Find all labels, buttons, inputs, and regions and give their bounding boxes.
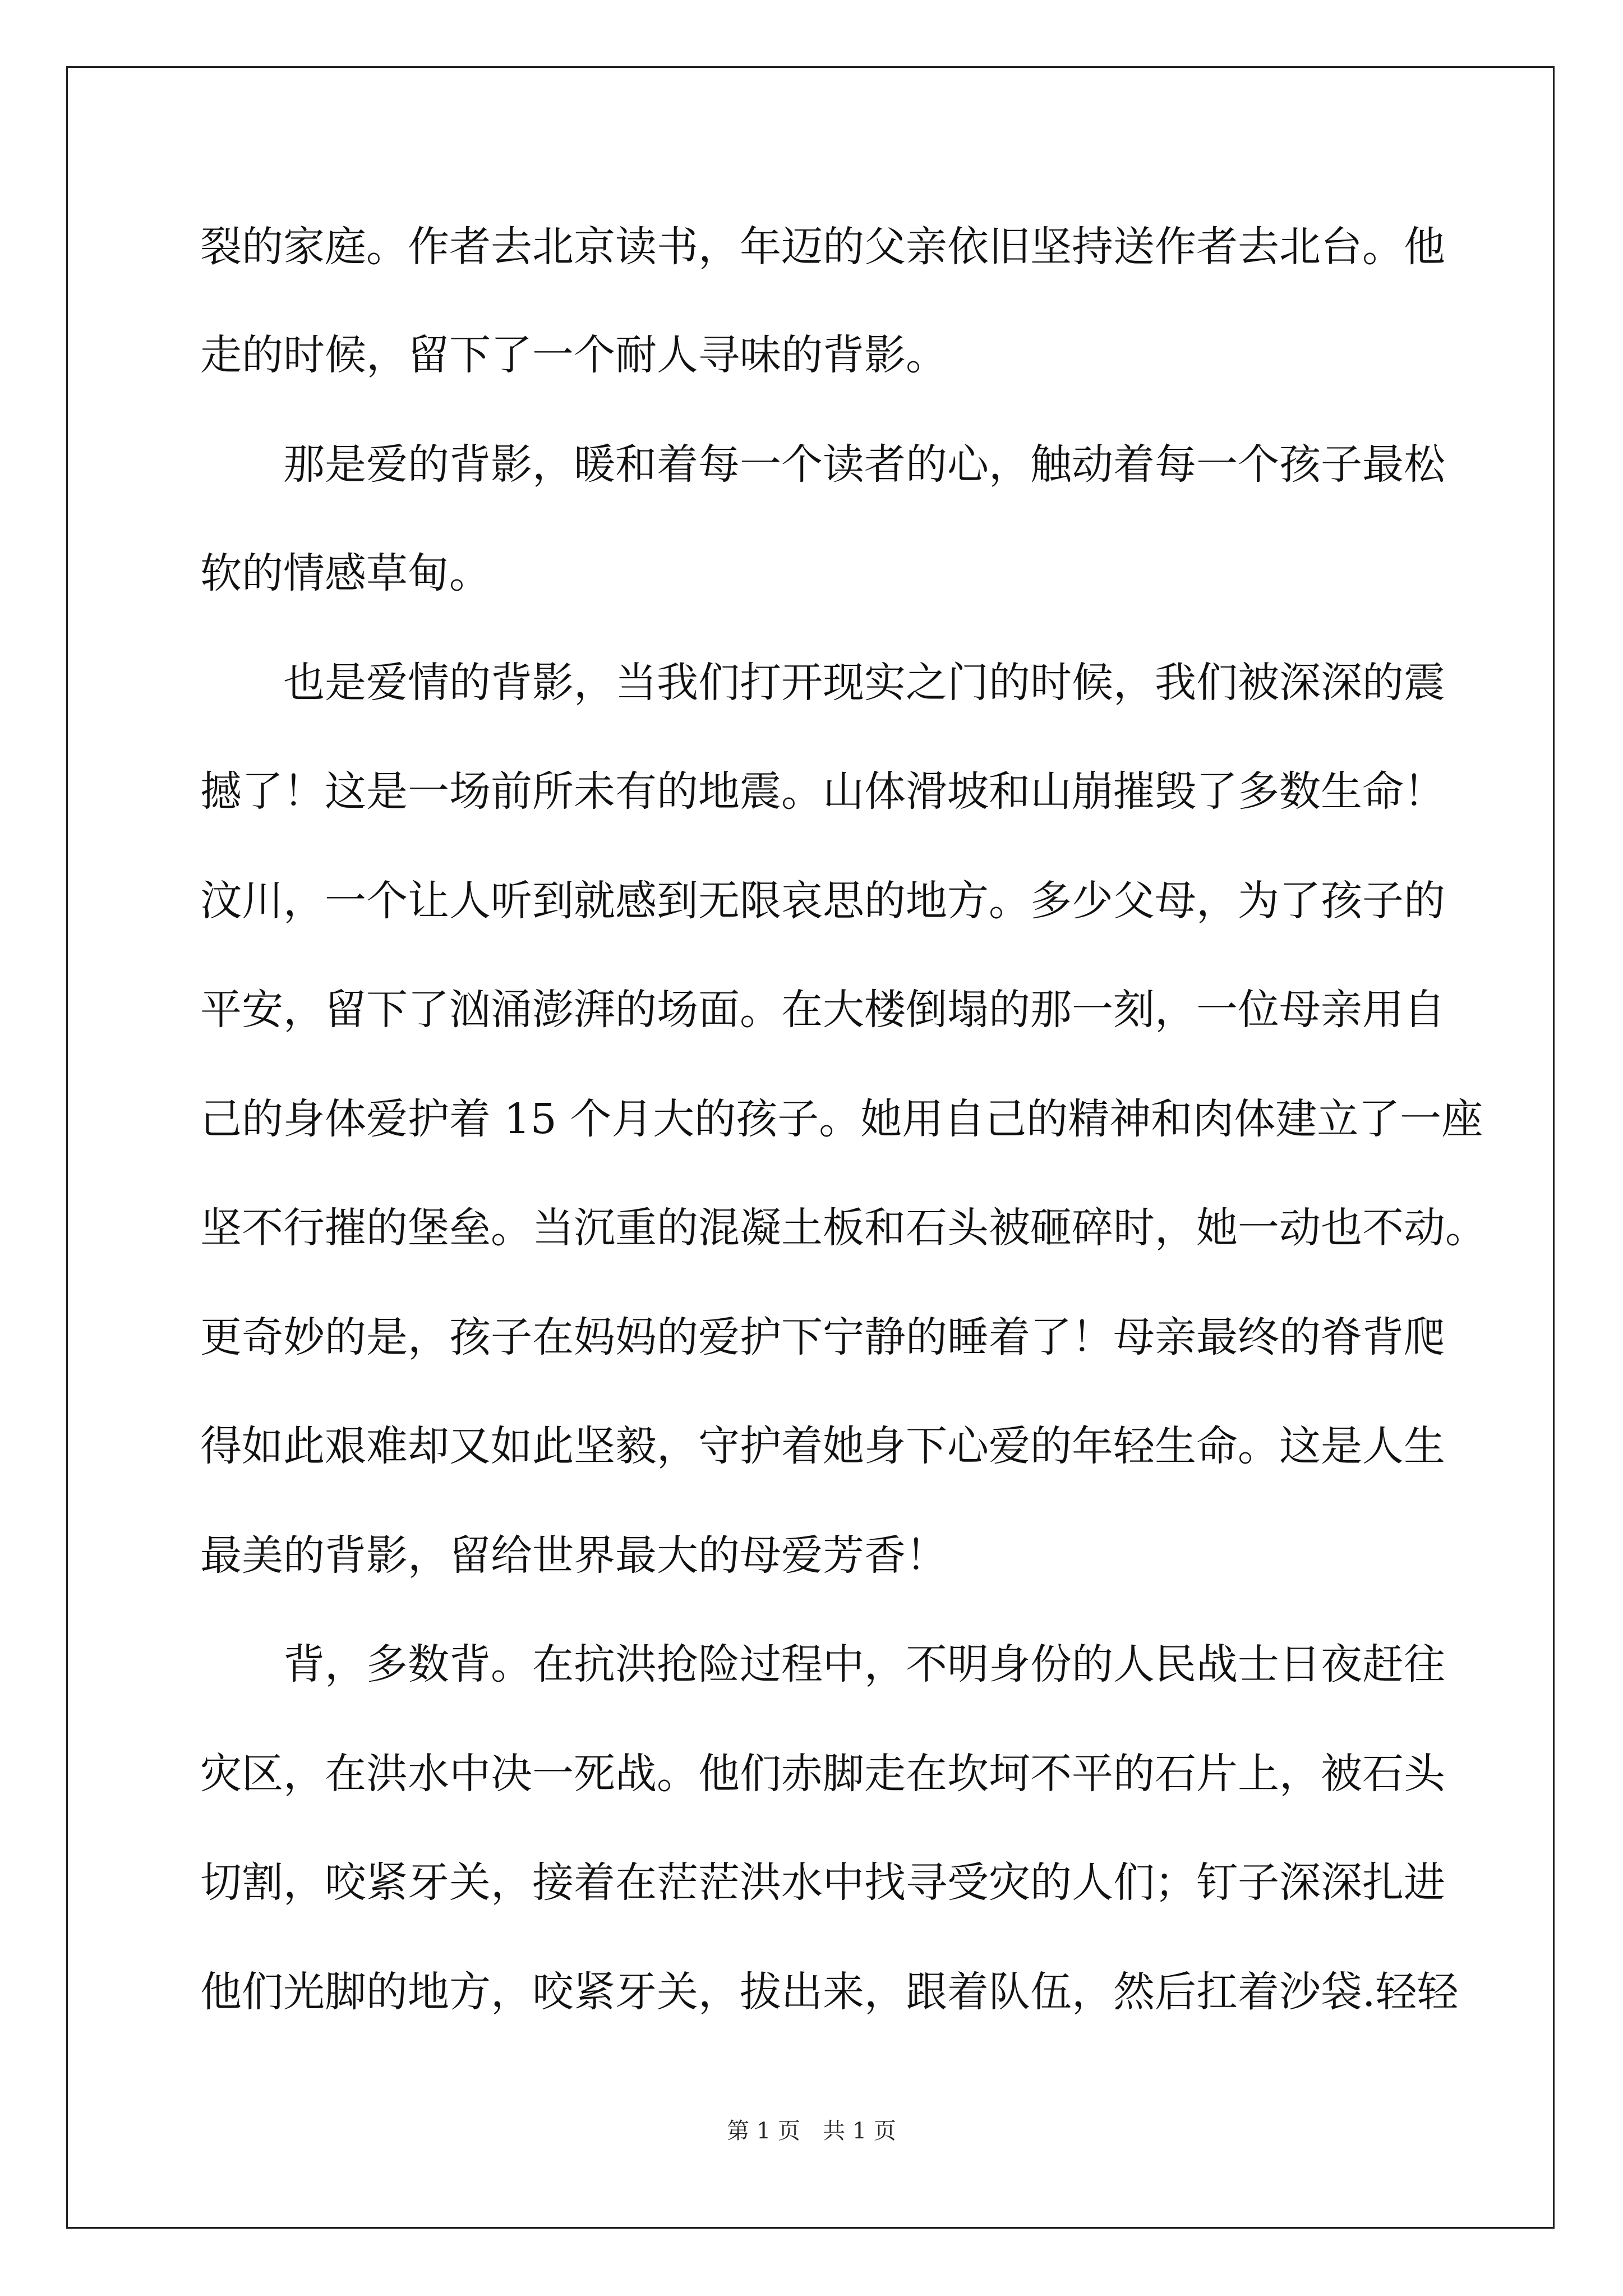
paragraph-first-line: 背，多数背。在抗洪抢险过程中，不明身份的人民战士日夜赶往 <box>283 1640 1445 1688</box>
text-line: 汶川，一个让人听到就感到无限哀思的地方。多少父母，为了孩子的 <box>200 877 1445 925</box>
text-line: 软的情感草甸。 <box>200 549 491 597</box>
text-line: 走的时候，留下了一个耐人寻味的背影。 <box>200 331 947 379</box>
text-line: 坚不行摧的堡垒。当沉重的混凝土板和石头被砸碎时，她一动也不动。 <box>200 1204 1487 1252</box>
text-line: 己的身体爱护着 15 个月大的孩子。她用自己的精神和肉体建立了一座 <box>200 1095 1483 1143</box>
text-line: 裂的家庭。作者去北京读书，年迈的父亲依旧坚持送作者去北台。他 <box>200 223 1445 271</box>
text-line: 得如此艰难却又如此坚毅，守护着她身下心爱的年轻生命。这是人生 <box>200 1422 1445 1470</box>
text-line: 切割，咬紧牙关，接着在茫茫洪水中找寻受灾的人们；钉子深深扎进 <box>200 1858 1445 1907</box>
text-line: 更奇妙的是，孩子在妈妈的爱护下宁静的睡着了！母亲最终的脊背爬 <box>200 1313 1445 1361</box>
text-line: 最美的背影，留给世界最大的母爱芳香！ <box>200 1531 947 1580</box>
page-footer: 第 1 页 共 1 页 <box>727 2118 896 2144</box>
text-line: 灾区，在洪水中决一死战。他们赤脚走在坎坷不平的石片上，被石头 <box>200 1750 1445 1798</box>
paragraph-first-line: 那是爱的背影，暖和着每一个读者的心，触动着每一个孩子最松 <box>283 440 1445 489</box>
text-line: 他们光脚的地方，咬紧牙关，拔出来，跟着队伍，然后扛着沙袋.轻轻 <box>200 1968 1459 2016</box>
text-line: 撼了！这是一场前所未有的地震。山体滑坡和山崩摧毁了多数生命！ <box>200 767 1445 816</box>
text-line: 平安，留下了汹涌澎湃的场面。在大楼倒塌的那一刻，一位母亲用自 <box>200 986 1445 1034</box>
paragraph-first-line: 也是爱情的背影，当我们打开现实之门的时候，我们被深深的震 <box>283 659 1445 707</box>
